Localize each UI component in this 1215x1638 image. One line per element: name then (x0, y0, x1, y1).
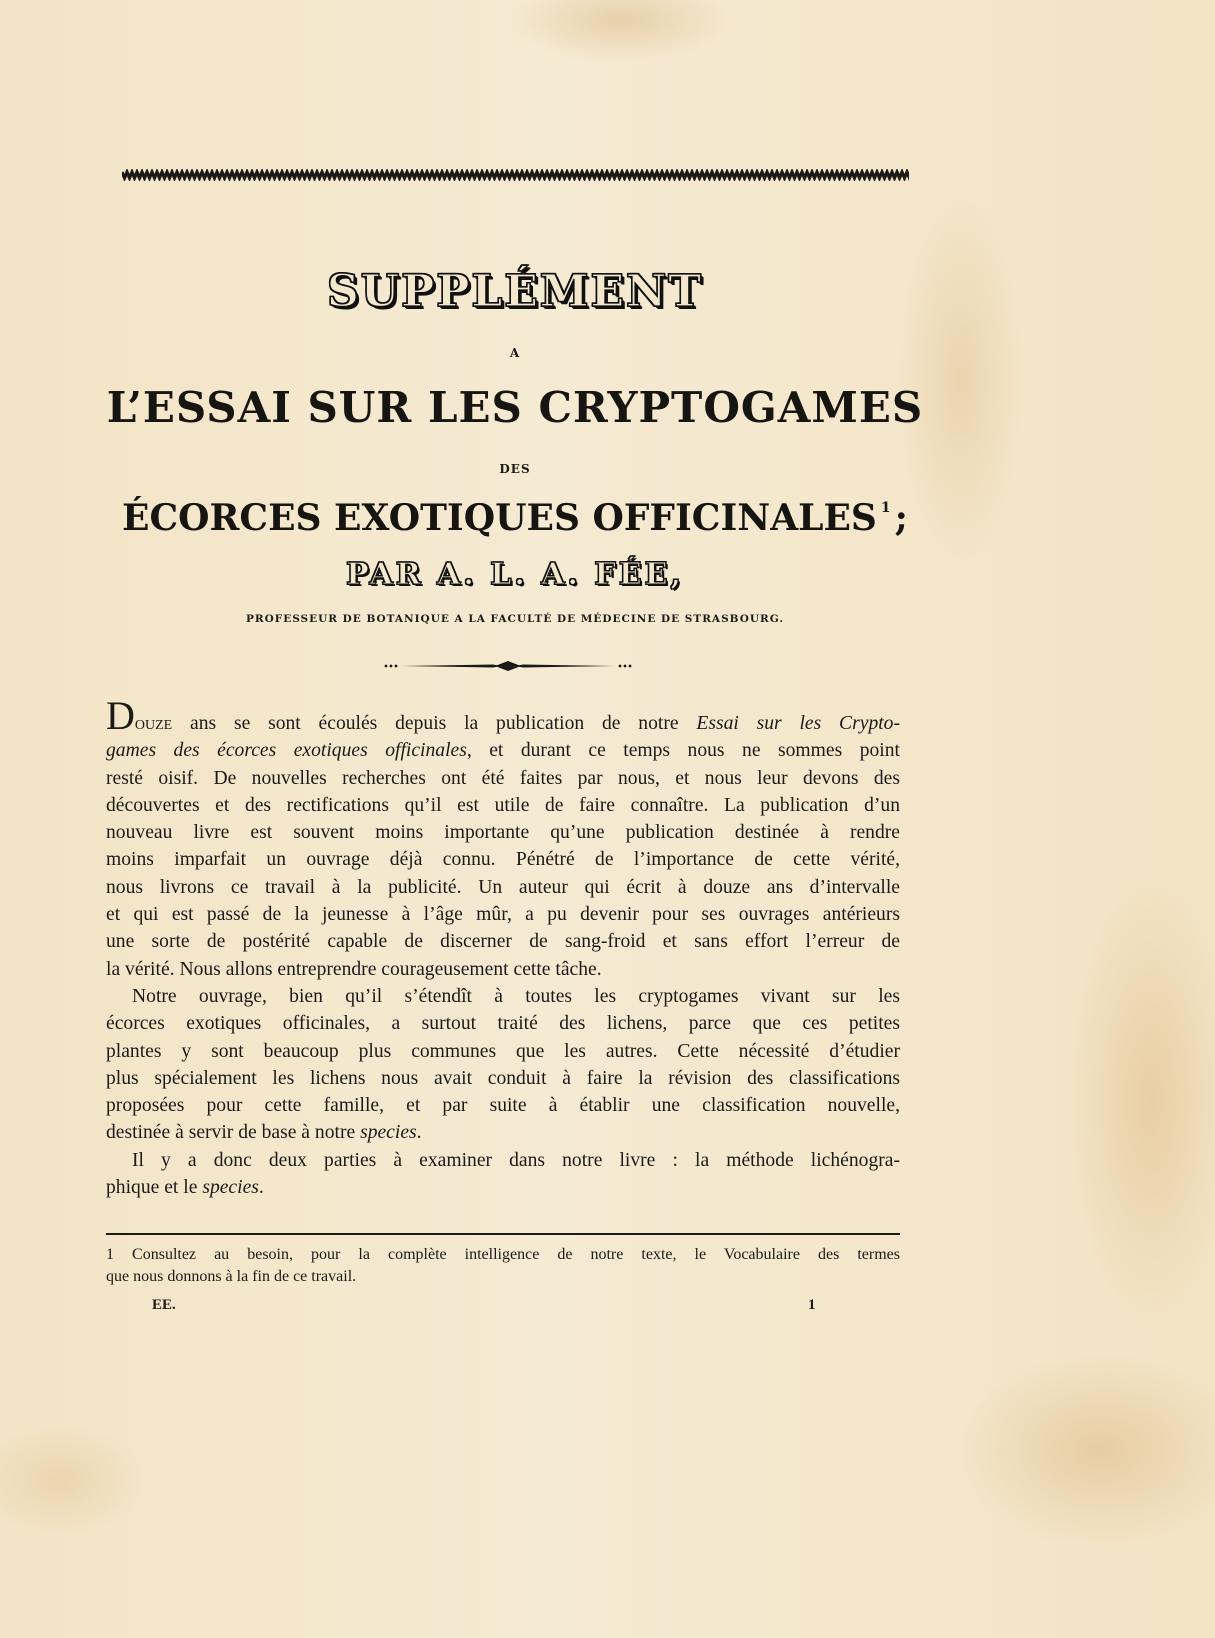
italic-title: Essai sur les Crypto- (696, 713, 901, 734)
top-decorative-rule (122, 169, 909, 181)
text-line: et qui est passé de la jeunesse à l’âge mûr, a pu devenir pour ses ouvrages antérieurs (106, 904, 900, 926)
text-line: Notre ouvrage, bien qu’il s’étendît à toutes les cryptogames vivant sur les (132, 985, 900, 1007)
footnote-rule (106, 1233, 900, 1235)
text-line: une sorte de postérité capable de discerner de sang-froid et sans effort l’erreur de (106, 931, 900, 953)
text-line: resté oisif. De nouvelles recherches ont été faites par nous, et nous leur devons des (106, 767, 900, 789)
connector-des: DES (499, 462, 531, 476)
text-line: la vérité. Nous allons entreprendre courageusement cette tâche. (106, 958, 602, 980)
footnote-line: que nous donnons à la fin de ce travail. (106, 1268, 357, 1285)
text-line: proposées pour cette famille, et par suite à établir une classification nouvelle, (106, 1095, 900, 1117)
subtitle-punct: ; (894, 497, 908, 539)
paragraph-3 (106, 1147, 900, 1202)
ornament-divider (383, 658, 633, 672)
footnote-ref: 1 (880, 500, 891, 516)
page-title: L’ESSAI SUR LES CRYPTOGAMES (106, 383, 924, 432)
supplement-heading: SUPPLÉMENT (327, 266, 703, 317)
italic-title: games des écorces exotiques officinales (106, 740, 467, 762)
footnote-line: 1 Consultez au besoin, pour la complète intelligence de notre texte, le Vocabulaire des termes (106, 1246, 900, 1263)
text-line: écorces exotiques officinales, a surtout traité des lichens, parce que ces petites (106, 1013, 900, 1035)
text-line (106, 1119, 900, 1146)
text-line: moins imparfait un ouvrage déjà connu. Pénétré de l’importance de cette vérité, (106, 849, 900, 871)
text-run: ans se sont écoulés depuis la publication de notre (172, 713, 697, 734)
smallcaps-word: ouze (134, 713, 173, 734)
text-line (106, 1174, 900, 1201)
text-run: phique et le (106, 1177, 203, 1199)
footnote (106, 1244, 900, 1288)
subtitle (100, 497, 930, 539)
text-run: . (416, 1122, 422, 1144)
text-line: Il y a donc deux parties à examiner dans notre livre : la méthode lichénogra- (132, 1149, 900, 1171)
connector-a: A (509, 346, 521, 360)
text-run: destinée à servir de base à notre (106, 1122, 361, 1144)
italic-word: species (202, 1177, 259, 1199)
paragraph-1 (106, 693, 901, 983)
text-line (106, 693, 901, 738)
page-number: 1 (808, 1297, 816, 1313)
body-text (106, 693, 901, 1201)
text-line: plantes y sont beaucoup plus communes que les autres. Cette nécessité d’étudier (106, 1040, 900, 1062)
text-line: plus spécialement les lichens nous avait conduit à faire la révision des classifications (106, 1067, 900, 1089)
italic-word: species (360, 1122, 417, 1144)
text-run: , et durant ce temps nous ne sommes point (466, 740, 900, 762)
text-line: nouveau livre est souvent moins importante qu’une publication destinée à rendre (106, 822, 900, 844)
text-line: découvertes et des rectifications qu’il est utile de faire connaître. La publication d’un (106, 794, 900, 816)
subtitle-text: ÉCORCES EXOTIQUES OFFICINALES (122, 497, 877, 539)
text-line: nous livrons ce travail à la publicité. Un auteur qui écrit à douze ans d’intervalle (106, 876, 900, 898)
author-line: PAR A. L. A. FÉE, (346, 557, 684, 592)
author-affiliation: PROFESSEUR DE BOTANIQUE A LA FACULTÉ DE MÉDECINE DE STRASBOURG. (245, 613, 784, 625)
text-line (106, 737, 900, 764)
paragraph-2 (106, 983, 900, 1147)
signature-mark: EE. (152, 1297, 176, 1313)
drop-cap: D (106, 693, 135, 738)
text-run: . (258, 1177, 264, 1199)
